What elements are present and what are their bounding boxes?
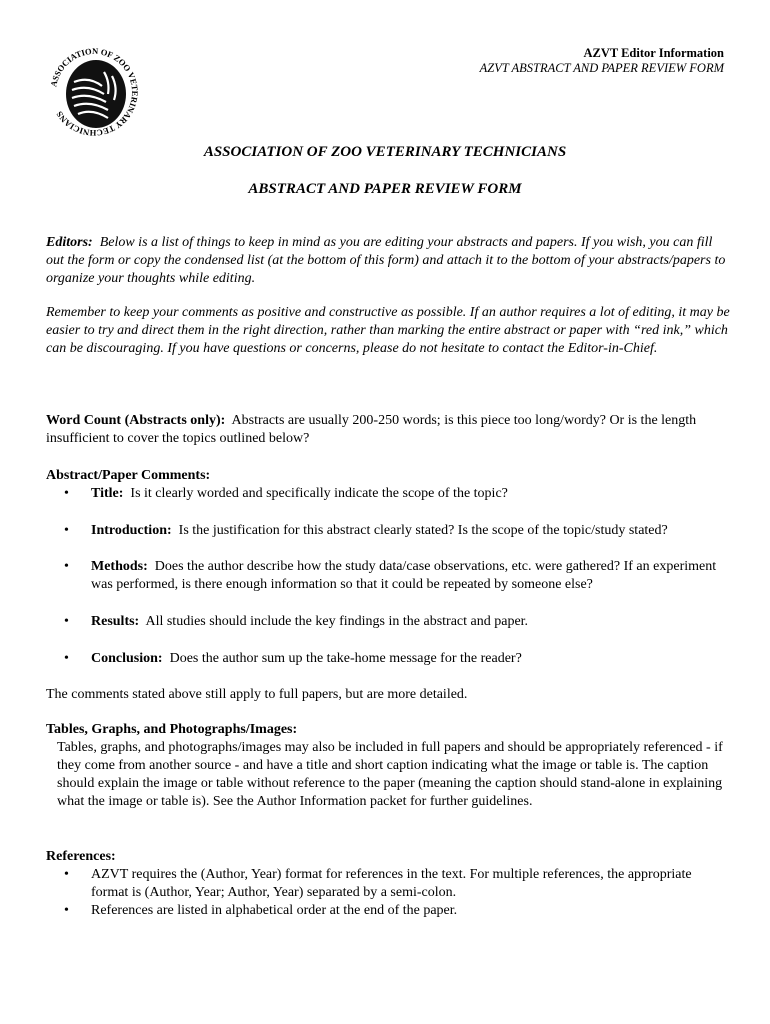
azvt-logo <box>44 42 144 142</box>
intro-paragraph-1 <box>46 234 730 288</box>
comments-heading: Abstract/Paper Comments: <box>46 468 211 483</box>
reference-text: References are listed in alphabetical order at the end of the paper. <box>91 903 458 918</box>
form-title: ABSTRACT AND PAPER REVIEW FORM <box>248 181 522 197</box>
header-line-2: AZVT ABSTRACT AND PAPER REVIEW FORM <box>479 61 724 75</box>
header-line-1: AZVT Editor Information <box>583 46 724 60</box>
reference-text: AZVT requires the (Author, Year) format for references in the text. For multiple references, the appropriate format is (Author, Year; Author, Year) separated by a semi-colon. <box>91 867 692 900</box>
references-heading: References: <box>46 849 116 864</box>
full-papers-note: The comments stated above still apply to full papers, but are more detailed. <box>46 687 468 702</box>
word-count-text: Abstracts are usually 200-250 words; is this piece too long/wordy? Or is the length insufficient to cover the topics outlined below? <box>46 413 697 446</box>
item-text: Does the author describe how the study data/case observations, etc. were gathered? If an experiment was performed, is there enough information so that it could be repeated by someone else? <box>91 559 717 592</box>
logo-ring-text: ASSOCIATION OF ZOO VETERINARY TECHNICIANS <box>48 45 141 139</box>
bullet: • <box>64 486 69 501</box>
item-text: All studies should include the key findings in the abstract and paper. <box>145 614 529 629</box>
item-text: Is the justification for this abstract clearly stated? Is the scope of the topic/study stated? <box>178 523 668 538</box>
intro-text-1: Below is a list of things to keep in mind as you are editing your abstracts and papers. If you wish, you can fill out the form or copy the condensed list (at the bottom of this form) and attach it to the bottom of your abstracts/papers to organize your thoughts while editing. <box>46 235 726 286</box>
item-text: Does the author sum up the take-home message for the reader? <box>169 651 522 666</box>
bullet: • <box>64 903 69 918</box>
org-title: ASSOCIATION OF ZOO VETERINARY TECHNICIANS <box>203 144 567 160</box>
item-label: Introduction: <box>91 523 172 538</box>
intro-lead: Editors: <box>46 235 93 250</box>
item-label: Title: <box>91 486 124 501</box>
word-count-label: Word Count (Abstracts only): <box>46 413 226 428</box>
tables-heading: Tables, Graphs, and Photographs/Images: <box>46 722 298 737</box>
item-label: Results: <box>91 614 140 629</box>
word-count-section <box>46 412 730 448</box>
page-header <box>480 46 724 76</box>
bullet: • <box>64 867 69 882</box>
bullet: • <box>64 614 69 629</box>
tables-text: Tables, graphs, and photographs/images may also be included in full papers and should be appropriately referenced - if they come from another source - and have a title and short caption indicating what the image or table is. The caption should explain the image or table without reference to the paper (meaning the caption should stand-alone in explaining what the image or table is). See the Author Information packet for further guidelines. <box>57 740 723 809</box>
intro-paragraph-2: Remember to keep your comments as positive and constructive as possible. If an author requires a lot of editing, it may be easier to try and direct them in the right direction, rather than marking the entire abstract or paper with “red ink,” which can be discouraging. If you have questions or concerns, please do not hesitate to contact the Editor-in-Chief. <box>46 305 730 356</box>
item-label: Methods: <box>91 559 148 574</box>
bullet: • <box>64 523 69 538</box>
bullet: • <box>64 559 69 574</box>
bullet: • <box>64 651 69 666</box>
item-text: Is it clearly worded and specifically indicate the scope of the topic? <box>130 486 508 501</box>
item-label: Conclusion: <box>91 651 163 666</box>
